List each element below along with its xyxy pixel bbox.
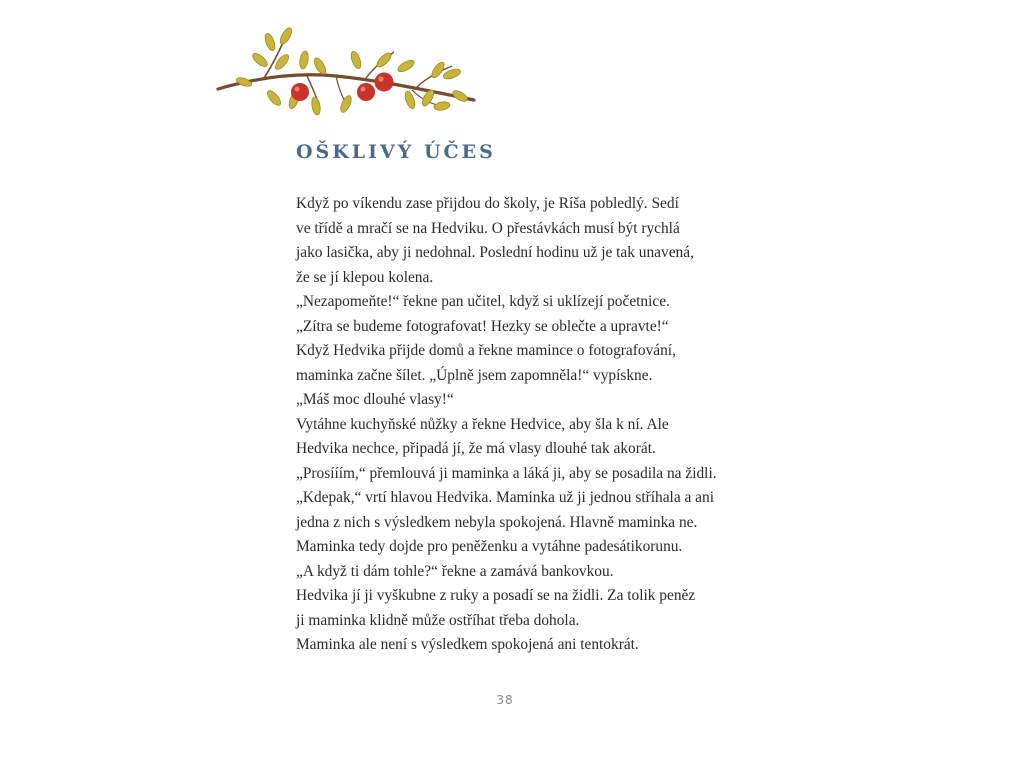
text-line: „Máš moc dlouhé vlasy!“ bbox=[296, 391, 454, 408]
text-line: Hedvika nechce, připadá jí, že má vlasy dlouhé tak akorát. bbox=[296, 440, 656, 457]
text-line: jako lasička, aby ji nedohnal. Poslední hodinu už je tak unavená, bbox=[296, 244, 694, 261]
text-line: jedna z nich s výsledkem nebyla spokojená. Hlavně maminka ne. bbox=[296, 513, 698, 531]
text-line: Maminka ale není s výsledkem spokojená ani tentokrát. bbox=[296, 636, 639, 653]
text-line: ji maminka klidně může ostříhat třeba dohola. bbox=[296, 611, 580, 629]
story-text bbox=[296, 192, 736, 658]
text-line: Maminka tedy dojde pro peněženku a vytáhne padesátikorunu. bbox=[296, 538, 683, 555]
text-line: Hedvika jí ji vyškubne z ruky a posadí se na židli. Za tolik peněz bbox=[296, 587, 696, 604]
text-line: „Kdepak,“ vrtí hlavou Hedvika. Maminka už ji jednou stříhala a ani bbox=[296, 489, 714, 506]
text-line: že se jí klepou kolena. bbox=[296, 268, 434, 286]
text-line: „Nezapomeňte!“ řekne pan učitel, když si uklízejí početnice. bbox=[296, 293, 670, 310]
text-line: ve třídě a mračí se na Hedviku. O přestávkách musí být rychlá bbox=[296, 219, 680, 237]
apple-branch-illustration bbox=[216, 26, 478, 118]
page-number: 38 bbox=[496, 693, 514, 707]
text-line: Když Hedvika přijde domů a řekne mamince o fotografování, bbox=[296, 342, 676, 359]
text-line: „A když ti dám tohle?“ řekne a zamává bankovkou. bbox=[296, 562, 614, 580]
text-line: „Prosííím,“ přemlouvá ji maminka a láká ji, aby se posadila na židli. bbox=[296, 464, 717, 482]
text-line: „Zítra se budeme fotografovat! Hezky se oblečte a upravte!“ bbox=[296, 317, 669, 335]
text-line: maminka začne šílet. „Úplně jsem zapomněla!“ vypískne. bbox=[296, 366, 653, 384]
text-line: Vytáhne kuchyňské nůžky a řekne Hedvice, aby šla k ní. Ale bbox=[296, 415, 669, 433]
text-line: Když po víkendu zase přijdou do školy, je Ríša pobledlý. Sedí bbox=[296, 195, 679, 212]
chapter-title: OŠKLIVÝ ÚČES bbox=[296, 141, 496, 163]
